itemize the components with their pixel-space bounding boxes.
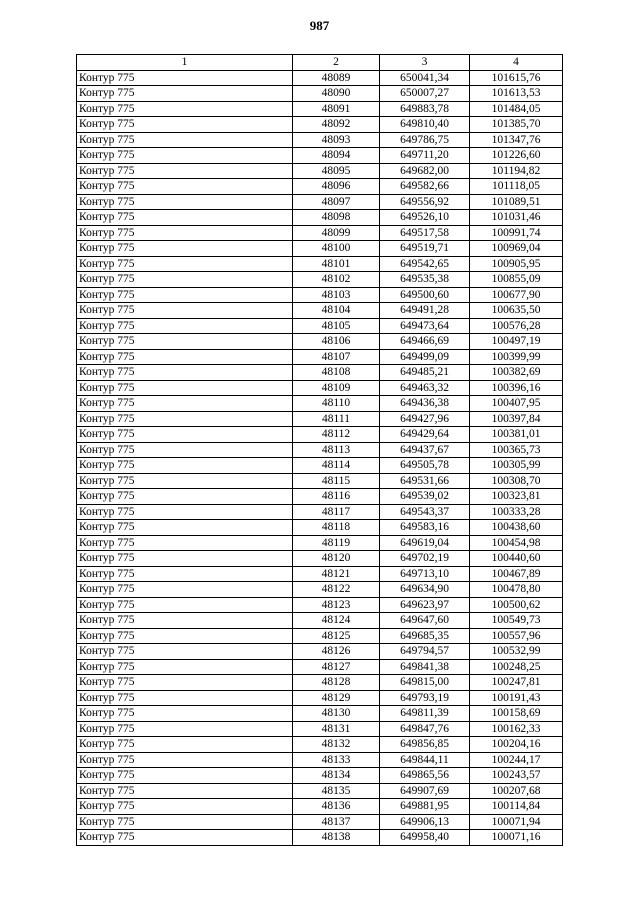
table-row [77,194,563,210]
point-number-cell: 48138 [293,830,380,846]
point-number-cell: 48097 [293,194,380,210]
contour-name-cell: Контур 775 [77,411,293,427]
table-row [77,659,563,675]
x-coordinate-cell: 649473,64 [380,318,470,334]
table-row [77,628,563,644]
table-row [77,380,563,396]
x-coordinate-cell: 650007,27 [380,86,470,102]
contour-name-cell: Контур 775 [77,737,293,753]
contour-name-cell: Контур 775 [77,535,293,551]
x-coordinate-cell: 649711,20 [380,148,470,164]
x-coordinate-cell: 649556,92 [380,194,470,210]
x-coordinate-cell: 649906,13 [380,814,470,830]
contour-name-cell: Контур 775 [77,644,293,660]
contour-name-cell: Контур 775 [77,148,293,164]
table-row [77,799,563,815]
table-row [77,566,563,582]
table-row [77,334,563,350]
table-row [77,752,563,768]
table-row [77,582,563,598]
table-row [77,272,563,288]
table-row [77,241,563,257]
point-number-cell: 48123 [293,597,380,613]
point-number-cell: 48110 [293,396,380,412]
x-coordinate-cell: 649793,19 [380,690,470,706]
contour-name-cell: Контур 775 [77,334,293,350]
x-coordinate-cell: 649841,38 [380,659,470,675]
contour-name-cell: Контур 775 [77,86,293,102]
x-coordinate-cell: 649539,02 [380,489,470,505]
y-coordinate-cell: 100478,80 [470,582,563,598]
table-row [77,303,563,319]
table-row [77,706,563,722]
x-coordinate-cell: 649623,97 [380,597,470,613]
point-number-cell: 48111 [293,411,380,427]
y-coordinate-cell: 100969,04 [470,241,563,257]
x-coordinate-cell: 649815,00 [380,675,470,691]
table-row [77,551,563,567]
contour-name-cell: Контур 775 [77,659,293,675]
table-row [77,504,563,520]
y-coordinate-cell: 101226,60 [470,148,563,164]
table-row [77,411,563,427]
contour-name-cell: Контур 775 [77,706,293,722]
contour-name-cell: Контур 775 [77,830,293,846]
contour-name-cell: Контур 775 [77,690,293,706]
point-number-cell: 48118 [293,520,380,536]
contour-name-cell: Контур 775 [77,380,293,396]
table-row [77,101,563,117]
y-coordinate-cell: 101194,82 [470,163,563,179]
x-coordinate-cell: 649958,40 [380,830,470,846]
contour-name-cell: Контур 775 [77,768,293,784]
point-number-cell: 48120 [293,551,380,567]
header-row [77,55,563,71]
contour-name-cell: Контур 775 [77,628,293,644]
y-coordinate-cell: 100396,16 [470,380,563,396]
y-coordinate-cell: 100397,84 [470,411,563,427]
table-row [77,318,563,334]
y-coordinate-cell: 100207,68 [470,783,563,799]
x-coordinate-cell: 649505,78 [380,458,470,474]
y-coordinate-cell: 100549,73 [470,613,563,629]
contour-name-cell: Контур 775 [77,396,293,412]
y-coordinate-cell: 100333,28 [470,504,563,520]
contour-name-cell: Контур 775 [77,272,293,288]
point-number-cell: 48126 [293,644,380,660]
y-coordinate-cell: 100162,33 [470,721,563,737]
table-row [77,597,563,613]
table-row [77,117,563,133]
contour-name-cell: Контур 775 [77,303,293,319]
y-coordinate-cell: 100454,98 [470,535,563,551]
coordinates-table [76,54,563,846]
contour-name-cell: Контур 775 [77,551,293,567]
y-coordinate-cell: 100158,69 [470,706,563,722]
y-coordinate-cell: 100576,28 [470,318,563,334]
table-row [77,690,563,706]
point-number-cell: 48115 [293,473,380,489]
contour-name-cell: Контур 775 [77,504,293,520]
contour-name-cell: Контур 775 [77,163,293,179]
x-coordinate-cell: 649685,35 [380,628,470,644]
table-row [77,675,563,691]
point-number-cell: 48098 [293,210,380,226]
x-coordinate-cell: 649810,40 [380,117,470,133]
point-number-cell: 48122 [293,582,380,598]
table-row [77,70,563,86]
y-coordinate-cell: 101615,76 [470,70,563,86]
point-number-cell: 48108 [293,365,380,381]
point-number-cell: 48128 [293,675,380,691]
x-coordinate-cell: 649499,09 [380,349,470,365]
contour-name-cell: Контур 775 [77,566,293,582]
contour-name-cell: Контур 775 [77,427,293,443]
point-number-cell: 48103 [293,287,380,303]
x-coordinate-cell: 649856,85 [380,737,470,753]
y-coordinate-cell: 101385,70 [470,117,563,133]
x-coordinate-cell: 649881,95 [380,799,470,815]
y-coordinate-cell: 101484,05 [470,101,563,117]
table-row [77,163,563,179]
x-coordinate-cell: 649517,58 [380,225,470,241]
x-coordinate-cell: 649883,78 [380,101,470,117]
point-number-cell: 48104 [293,303,380,319]
point-number-cell: 48112 [293,427,380,443]
point-number-cell: 48100 [293,241,380,257]
table-row [77,148,563,164]
point-number-cell: 48099 [293,225,380,241]
point-number-cell: 48106 [293,334,380,350]
table-row [77,613,563,629]
contour-name-cell: Контур 775 [77,520,293,536]
x-coordinate-cell: 649531,66 [380,473,470,489]
point-number-cell: 48134 [293,768,380,784]
x-coordinate-cell: 649427,96 [380,411,470,427]
table-body [77,70,563,845]
table-row [77,535,563,551]
x-coordinate-cell: 649542,65 [380,256,470,272]
y-coordinate-cell: 100440,60 [470,551,563,567]
contour-name-cell: Контур 775 [77,241,293,257]
table-row [77,86,563,102]
x-coordinate-cell: 649647,60 [380,613,470,629]
x-coordinate-cell: 649437,67 [380,442,470,458]
contour-name-cell: Контур 775 [77,442,293,458]
x-coordinate-cell: 649865,56 [380,768,470,784]
x-coordinate-cell: 649535,38 [380,272,470,288]
y-coordinate-cell: 100323,81 [470,489,563,505]
x-coordinate-cell: 649634,90 [380,582,470,598]
contour-name-cell: Контур 775 [77,210,293,226]
x-coordinate-cell: 649491,28 [380,303,470,319]
point-number-cell: 48135 [293,783,380,799]
contour-name-cell: Контур 775 [77,70,293,86]
table-row [77,737,563,753]
contour-name-cell: Контур 775 [77,473,293,489]
y-coordinate-cell: 100071,16 [470,830,563,846]
x-coordinate-cell: 649582,66 [380,179,470,195]
y-coordinate-cell: 100243,57 [470,768,563,784]
y-coordinate-cell: 100191,43 [470,690,563,706]
x-coordinate-cell: 649847,76 [380,721,470,737]
x-coordinate-cell: 649844,11 [380,752,470,768]
table-row [77,427,563,443]
table-row [77,520,563,536]
point-number-cell: 48089 [293,70,380,86]
table-row [77,349,563,365]
x-coordinate-cell: 649794,57 [380,644,470,660]
y-coordinate-cell: 100381,01 [470,427,563,443]
y-coordinate-cell: 100071,94 [470,814,563,830]
contour-name-cell: Контур 775 [77,179,293,195]
table-row [77,830,563,846]
point-number-cell: 48130 [293,706,380,722]
point-number-cell: 48092 [293,117,380,133]
y-coordinate-cell: 100991,74 [470,225,563,241]
contour-name-cell: Контур 775 [77,799,293,815]
x-coordinate-cell: 649500,60 [380,287,470,303]
x-coordinate-cell: 649526,10 [380,210,470,226]
point-number-cell: 48127 [293,659,380,675]
x-coordinate-cell: 649786,75 [380,132,470,148]
point-number-cell: 48131 [293,721,380,737]
column-header-4: 4 [470,55,563,71]
table-row [77,768,563,784]
y-coordinate-cell: 100204,16 [470,737,563,753]
table-row [77,396,563,412]
table-row [77,179,563,195]
y-coordinate-cell: 100365,73 [470,442,563,458]
y-coordinate-cell: 101613,53 [470,86,563,102]
table-row [77,225,563,241]
point-number-cell: 48119 [293,535,380,551]
point-number-cell: 48102 [293,272,380,288]
x-coordinate-cell: 649713,10 [380,566,470,582]
point-number-cell: 48121 [293,566,380,582]
column-header-2: 2 [293,55,380,71]
y-coordinate-cell: 100308,70 [470,473,563,489]
y-coordinate-cell: 100855,09 [470,272,563,288]
y-coordinate-cell: 100532,99 [470,644,563,660]
contour-name-cell: Контур 775 [77,613,293,629]
x-coordinate-cell: 649619,04 [380,535,470,551]
table-row [77,132,563,148]
y-coordinate-cell: 100382,69 [470,365,563,381]
point-number-cell: 48090 [293,86,380,102]
table-row [77,365,563,381]
y-coordinate-cell: 100677,90 [470,287,563,303]
point-number-cell: 48137 [293,814,380,830]
contour-name-cell: Контур 775 [77,287,293,303]
column-header-3: 3 [380,55,470,71]
point-number-cell: 48133 [293,752,380,768]
point-number-cell: 48125 [293,628,380,644]
point-number-cell: 48136 [293,799,380,815]
x-coordinate-cell: 649702,19 [380,551,470,567]
contour-name-cell: Контур 775 [77,597,293,613]
contour-name-cell: Контур 775 [77,458,293,474]
point-number-cell: 48101 [293,256,380,272]
contour-name-cell: Контур 775 [77,318,293,334]
point-number-cell: 48093 [293,132,380,148]
y-coordinate-cell: 100248,25 [470,659,563,675]
contour-name-cell: Контур 775 [77,132,293,148]
y-coordinate-cell: 101089,51 [470,194,563,210]
contour-name-cell: Контур 775 [77,117,293,133]
x-coordinate-cell: 650041,34 [380,70,470,86]
table-row [77,783,563,799]
x-coordinate-cell: 649811,39 [380,706,470,722]
table-row [77,721,563,737]
y-coordinate-cell: 100399,99 [470,349,563,365]
x-coordinate-cell: 649907,69 [380,783,470,799]
x-coordinate-cell: 649543,37 [380,504,470,520]
contour-name-cell: Контур 775 [77,256,293,272]
y-coordinate-cell: 100500,62 [470,597,563,613]
contour-name-cell: Контур 775 [77,101,293,117]
contour-name-cell: Контур 775 [77,225,293,241]
table-row [77,256,563,272]
table-row [77,489,563,505]
x-coordinate-cell: 649429,64 [380,427,470,443]
point-number-cell: 48129 [293,690,380,706]
contour-name-cell: Контур 775 [77,489,293,505]
point-number-cell: 48094 [293,148,380,164]
y-coordinate-cell: 100247,81 [470,675,563,691]
column-header-1: 1 [77,55,293,71]
x-coordinate-cell: 649519,71 [380,241,470,257]
contour-name-cell: Контур 775 [77,582,293,598]
point-number-cell: 48095 [293,163,380,179]
contour-name-cell: Контур 775 [77,194,293,210]
point-number-cell: 48107 [293,349,380,365]
y-coordinate-cell: 100905,95 [470,256,563,272]
y-coordinate-cell: 100497,19 [470,334,563,350]
contour-name-cell: Контур 775 [77,365,293,381]
table-row [77,442,563,458]
y-coordinate-cell: 100305,99 [470,458,563,474]
contour-name-cell: Контур 775 [77,814,293,830]
table-row [77,814,563,830]
contour-name-cell: Контур 775 [77,721,293,737]
x-coordinate-cell: 649682,00 [380,163,470,179]
x-coordinate-cell: 649466,69 [380,334,470,350]
contour-name-cell: Контур 775 [77,752,293,768]
y-coordinate-cell: 100635,50 [470,303,563,319]
table-row [77,287,563,303]
table-row [77,644,563,660]
y-coordinate-cell: 101347,76 [470,132,563,148]
point-number-cell: 48096 [293,179,380,195]
y-coordinate-cell: 100557,96 [470,628,563,644]
x-coordinate-cell: 649583,16 [380,520,470,536]
page-number: 987 [309,18,330,33]
y-coordinate-cell: 100438,60 [470,520,563,536]
point-number-cell: 48114 [293,458,380,474]
x-coordinate-cell: 649463,32 [380,380,470,396]
table-row [77,473,563,489]
y-coordinate-cell: 100467,89 [470,566,563,582]
contour-name-cell: Контур 775 [77,675,293,691]
table-row [77,458,563,474]
point-number-cell: 48124 [293,613,380,629]
y-coordinate-cell: 100114,84 [470,799,563,815]
point-number-cell: 48091 [293,101,380,117]
point-number-cell: 48132 [293,737,380,753]
point-number-cell: 48116 [293,489,380,505]
y-coordinate-cell: 100244,17 [470,752,563,768]
point-number-cell: 48117 [293,504,380,520]
point-number-cell: 48109 [293,380,380,396]
contour-name-cell: Контур 775 [77,783,293,799]
table-row [77,210,563,226]
x-coordinate-cell: 649485,21 [380,365,470,381]
x-coordinate-cell: 649436,38 [380,396,470,412]
point-number-cell: 48105 [293,318,380,334]
y-coordinate-cell: 101031,46 [470,210,563,226]
point-number-cell: 48113 [293,442,380,458]
y-coordinate-cell: 100407,95 [470,396,563,412]
table-header [77,55,563,71]
y-coordinate-cell: 101118,05 [470,179,563,195]
contour-name-cell: Контур 775 [77,349,293,365]
